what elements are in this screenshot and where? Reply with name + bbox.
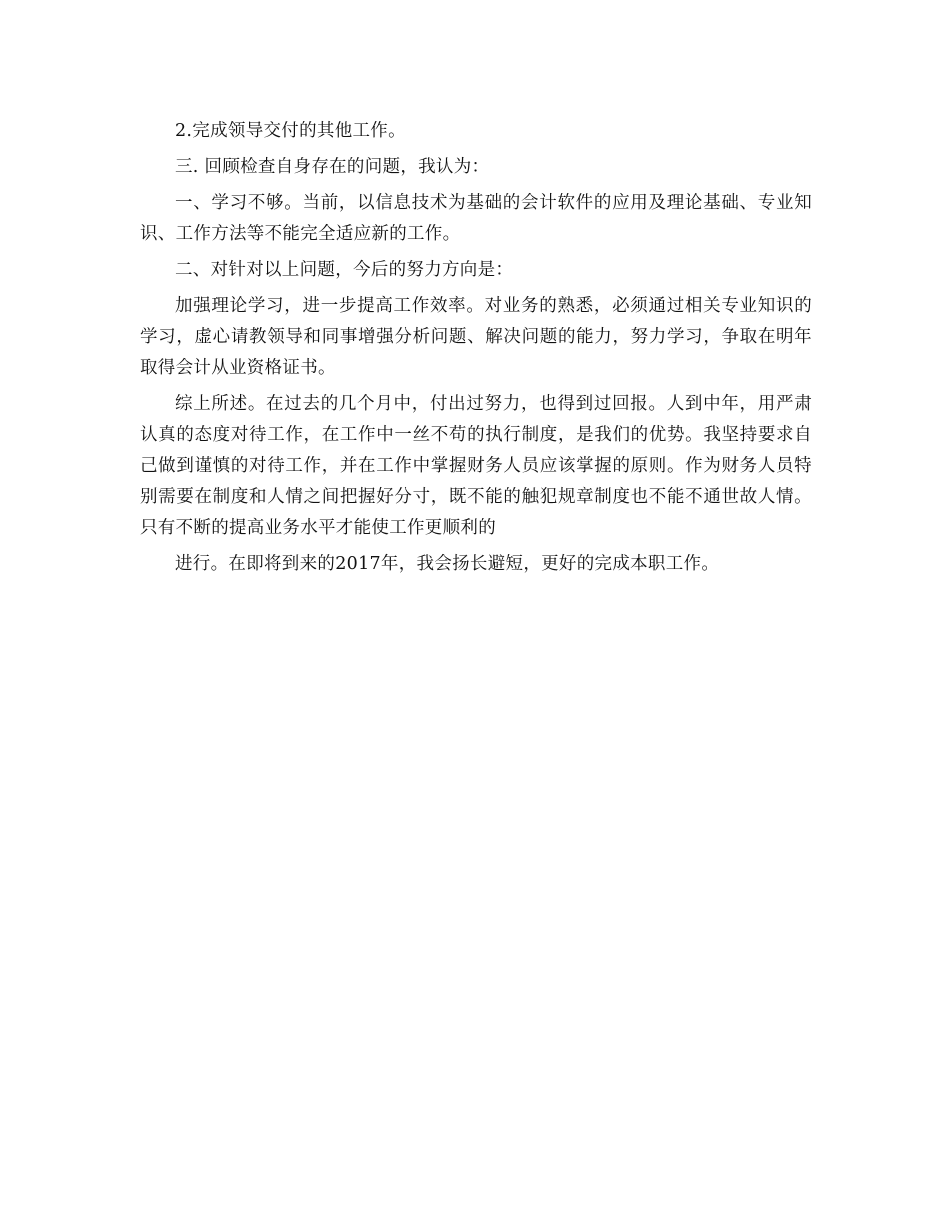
paragraph-closing: 进行。在即将到来的2017年，我会扬长避短，更好的完成本职工作。 (175, 554, 720, 574)
paragraph-improvement-direction: 二、对针对以上问题，今后的努力方向是： (175, 260, 514, 280)
paragraph-summary: 综上所述。在过去的几个月中，付出过努力，也得到过回报。人到中年，用严肃认真的态度对待工作，在工作中一丝不苟的执行制度，是我们的优势。我坚持要求自己做到谨慎的对待工作，并在工作中掌握财务人员应该掌握的原则。作为财务人员特别需要在制度和人情之间把握好分寸，既不能的触犯规章制度也不能不通世故人情。只有不断的提高业务水平才能使工作更顺利的 (140, 394, 812, 538)
paragraph-insufficient-study: 一、学习不够。当前，以信息技术为基础的会计软件的应用及理论基础、专业知识、工作方法等不能完全适应新的工作。 (140, 193, 812, 244)
document-body (140, 116, 812, 585)
paragraph-item-2: 2.完成领导交付的其他工作。 (175, 121, 406, 141)
paragraph-strengthen-study: 加强理论学习，进一步提高工作效率。对业务的熟悉，必须通过相关专业知识的学习，虚心请教领导和同事增强分析问题、解决问题的能力，努力学习，争取在明年取得会计从业资格证书。 (140, 296, 812, 378)
section-heading-problems: 三. 回顾检查自身存在的问题，我认为： (175, 157, 490, 177)
